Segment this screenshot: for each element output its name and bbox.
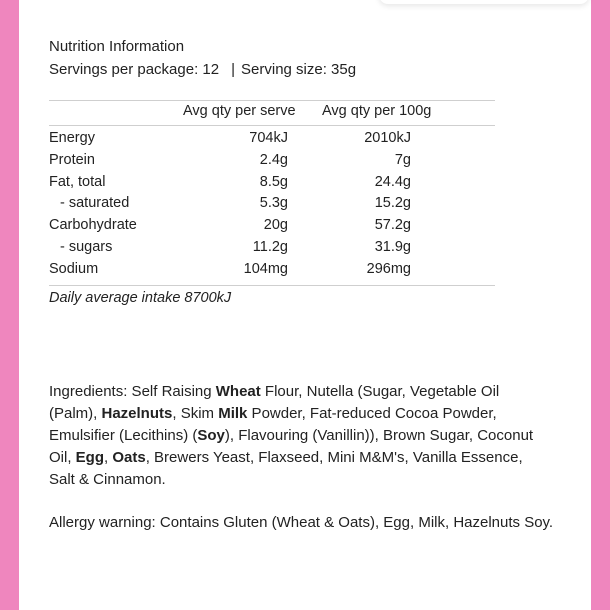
row-100g-value: 2010kJ [364,130,411,146]
row-label: Sodium [49,260,99,277]
ingredient-text: Self Raising [127,383,216,400]
table-row [49,194,495,216]
row-label: Fat, total [49,173,106,190]
row-serve-value: 104mg [243,260,288,277]
table-header [49,100,495,126]
row-100g-value: 31.9g [374,238,411,255]
table-row [49,238,495,260]
nutrition-table [49,100,495,286]
nutrition-title: Nutrition Information [49,38,185,55]
row-label: Carbohydrate [49,217,137,234]
allergy-warning: Allergy warning: Contains Gluten (Wheat & Oats), Egg, Milk, Hazelnuts Soy. [49,514,554,531]
top-tab-shape [379,0,589,4]
ingredient-text: , [104,449,113,466]
ingredient-text: ), Flavouring (Vanillin)), Brown Sugar, Coconut Oil, [49,427,534,466]
row-label: Protein [49,151,95,168]
allergen-highlight: Milk [218,405,248,422]
ingredient-text: , Brewers Yeast, Flaxseed, Mini M&M's, Vanilla Essence, Salt & Cinnamon. [49,449,523,488]
column-header-100g: Avg qty per 100g [322,103,432,119]
table-row [49,260,495,282]
row-label: - saturated [60,195,130,212]
table-body [49,126,495,286]
allergen-highlight: Wheat [215,383,261,400]
row-serve-value: 20g [263,217,288,234]
row-100g-value: 57.2g [374,217,411,234]
row-serve-value: 704kJ [249,130,288,146]
servings-line [49,61,356,78]
row-100g-value: 7g [394,151,411,168]
allergen-highlight: Egg [75,449,105,466]
row-100g-value: 24.4g [374,173,411,190]
servings-per-package: Servings per package: 12 [49,61,220,78]
label-panel [19,0,591,610]
table-row [49,216,495,238]
ingredient-text: Flour, Nutella (Sugar, Vegetable Oil (Palm), [49,383,500,422]
row-label: - sugars [60,238,113,255]
column-header-serve: Avg qty per serve [183,103,296,119]
allergen-highlight: Hazelnuts [101,405,173,422]
allergen-highlight: Oats [112,449,146,466]
daily-intake-note: Daily average intake 8700kJ [49,290,232,306]
ingredient-text: Powder, Fat-reduced Cocoa Powder, Emulsifier (Lecithins) ( [49,405,497,444]
table-row [49,151,495,173]
serving-size: Serving size: 35g [241,61,357,78]
row-serve-value: 11.2g [252,238,288,255]
ingredients-paragraph [49,381,549,491]
row-serve-value: 8.5g [259,173,288,190]
row-100g-value: 15.2g [374,195,411,212]
ingredients-label: Ingredients: [49,383,128,400]
row-label: Energy [49,130,95,146]
table-row [49,173,495,195]
allergen-highlight: Soy [197,427,225,444]
row-100g-value: 296mg [366,260,411,277]
table-row [49,129,495,151]
servings-separator: | [231,61,236,78]
row-serve-value: 2.4g [259,151,288,168]
ingredient-text: , Skim [172,405,219,422]
row-serve-value: 5.3g [259,195,288,212]
